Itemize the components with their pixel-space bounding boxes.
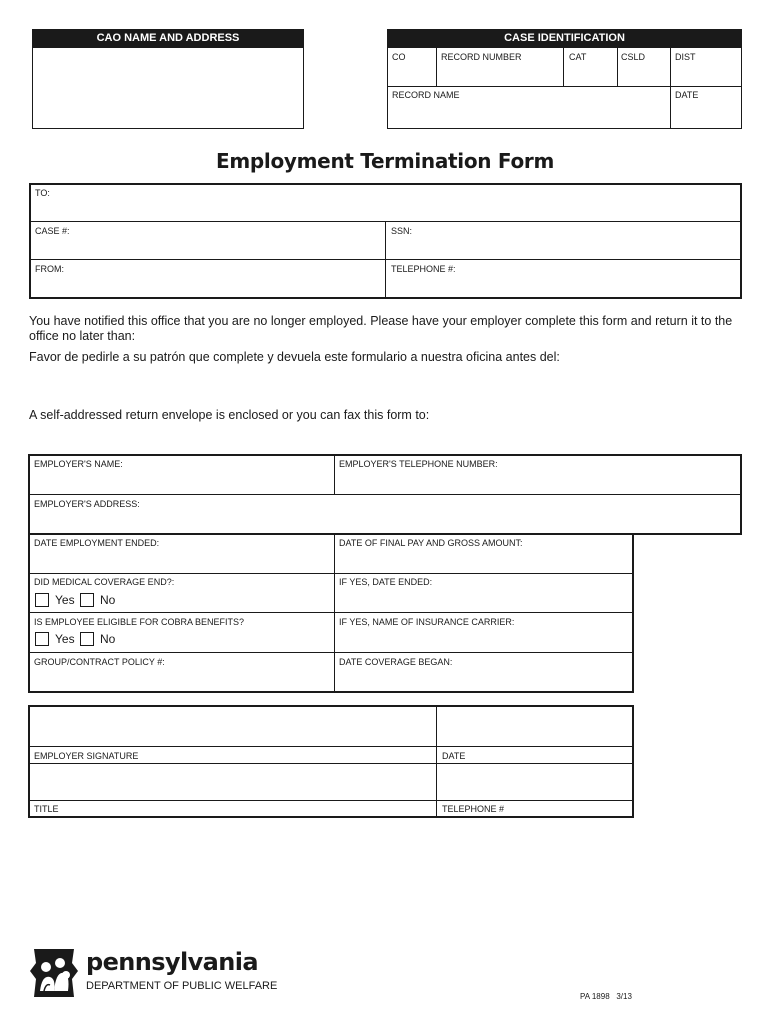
- case-dist-label: DIST: [675, 52, 696, 62]
- medical-no-checkbox[interactable]: [80, 593, 94, 607]
- employer-signature-label: EMPLOYER SIGNATURE: [34, 751, 139, 761]
- from-label: FROM:: [35, 264, 64, 274]
- ssn-label: SSN:: [391, 226, 413, 236]
- employer-telephone-label: EMPLOYER'S TELEPHONE NUMBER:: [339, 459, 498, 469]
- case-co-label: CO: [392, 52, 406, 62]
- case-id-header: [387, 29, 742, 48]
- employer-box-bottom: [28, 533, 634, 693]
- case-id-title: CASE IDENTIFICATION: [504, 32, 625, 44]
- case-cat-label: CAT: [569, 52, 587, 62]
- instructions-envelope: A self-addressed return envelope is enclosed or you can fax this form to:: [29, 408, 430, 422]
- cao-header: [32, 29, 304, 48]
- cao-title: CAO NAME AND ADDRESS: [96, 32, 240, 44]
- case-number-label: CASE #:: [35, 226, 70, 236]
- cobra-no-checkbox[interactable]: [80, 632, 94, 646]
- state-name: pennsylvania: [86, 948, 258, 976]
- case-date-label: DATE: [675, 90, 699, 100]
- case-record-number-label: RECORD NUMBER: [441, 52, 522, 62]
- coverage-began-label: DATE COVERAGE BEGAN:: [339, 657, 453, 667]
- medical-yes-checkbox[interactable]: [35, 593, 49, 607]
- page-title: Employment Termination Form: [215, 149, 554, 173]
- cobra-no-label: No: [100, 632, 116, 646]
- to-label: TO:: [35, 188, 50, 198]
- instructions-spanish: Favor de pedirle a su patrón que complete y devuela este formulario a nuestra oficina antes del:: [29, 350, 560, 364]
- employer-address-label: EMPLOYER'S ADDRESS:: [34, 499, 140, 509]
- case-csld-label: CSLD: [621, 52, 646, 62]
- cobra-yes-label: Yes: [55, 632, 75, 646]
- instructions-english: You have notified this office that you are no longer employed. Please have your employer complete this form and return it to the office no later than:: [29, 314, 733, 343]
- employer-name-label: EMPLOYER'S NAME:: [34, 459, 123, 469]
- policy-label: GROUP/CONTRACT POLICY #:: [34, 657, 165, 667]
- medical-yes-label: Yes: [55, 593, 75, 607]
- signature-telephone-label: TELEPHONE #: [442, 804, 505, 814]
- date-employment-ended-label: DATE EMPLOYMENT ENDED:: [34, 538, 160, 548]
- medical-coverage-end-label: DID MEDICAL COVERAGE END?:: [34, 577, 175, 587]
- department-name: DEPARTMENT OF PUBLIC WELFARE: [86, 980, 278, 992]
- signature-title-label: TITLE: [34, 804, 59, 814]
- signature-date-label: DATE: [442, 751, 466, 761]
- medical-no-label: No: [100, 593, 116, 607]
- insurance-carrier-label: IF YES, NAME OF INSURANCE CARRIER:: [339, 617, 515, 627]
- case-record-name-label: RECORD NAME: [392, 90, 460, 100]
- if-yes-date-ended-label: IF YES, DATE ENDED:: [339, 577, 433, 587]
- signature-box: [28, 705, 634, 818]
- telephone-label: TELEPHONE #:: [391, 264, 456, 274]
- keystone-icon: [28, 947, 80, 999]
- final-pay-label: DATE OF FINAL PAY AND GROSS AMOUNT:: [339, 538, 523, 548]
- form-number: PA 1898 3/13: [580, 992, 632, 1001]
- cobra-yes-checkbox[interactable]: [35, 632, 49, 646]
- pa-keystone-logo: [28, 947, 80, 999]
- cobra-label: IS EMPLOYEE ELIGIBLE FOR COBRA BENEFITS?: [34, 617, 245, 627]
